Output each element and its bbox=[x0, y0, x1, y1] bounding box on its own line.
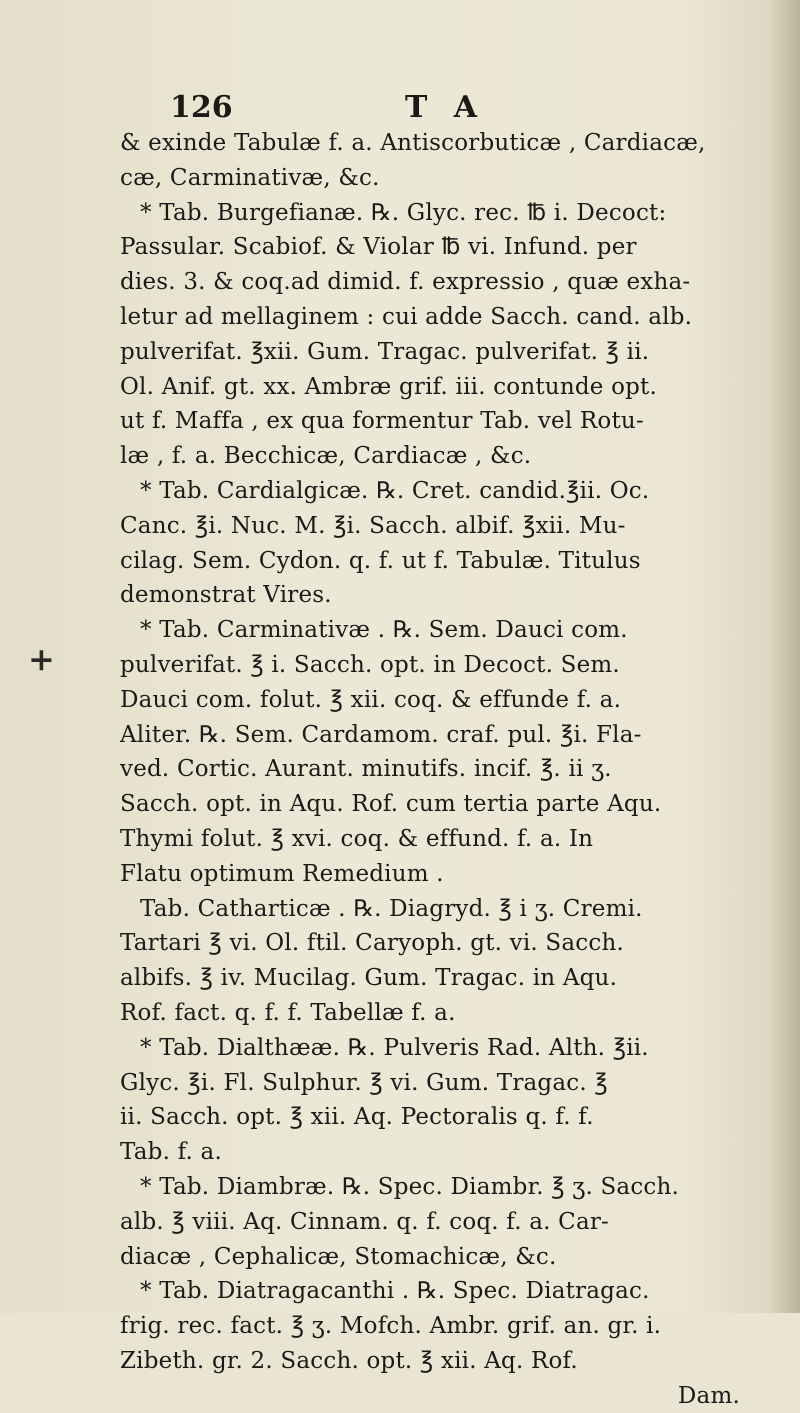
text-line: Ol. Anif. gt. xx. Ambræ grif. iii. contunde opt. bbox=[120, 373, 658, 400]
text-line: Passular. Scabiof. & Violar ℔ vi. Infund. per bbox=[120, 234, 637, 261]
text-line: ut f. Maffa , ex qua formentur Tab. vel Rotu- bbox=[120, 408, 644, 435]
text-line: Tab. f. a. bbox=[120, 1139, 222, 1166]
text-line: læ , f. a. Becchicæ, Cardiacæ , &c. bbox=[120, 443, 532, 470]
text-line: demonstrat Vires. bbox=[120, 582, 332, 609]
text-line: & exinde Tabulæ f. a. Antiscorbuticæ , Cardiacæ, bbox=[120, 130, 706, 156]
text-line: Zibeth. gr. 2. Sacch. opt. ℥ xii. Aq. Rof. bbox=[120, 1347, 578, 1374]
text-line: cilag. Sem. Cydon. q. f. ut f. Tabulæ. Titulus bbox=[120, 547, 641, 574]
page-number: 126 bbox=[170, 90, 233, 125]
text-line: Tab. Catharticæ . ℞. Diagryd. ℥ i ʒ. Cremi. bbox=[140, 895, 643, 922]
text-line: pulverifat. ℥xii. Gum. Tragac. pulverifat. ℥ ii. bbox=[120, 338, 650, 365]
text-line: Thymi folut. ℥ xvi. coq. & effund. f. a. In bbox=[120, 825, 594, 852]
text-line: Canc. ℥i. Nuc. M. ℥i. Sacch. albif. ℥xii. Mu- bbox=[120, 512, 626, 539]
text-line: Dam. bbox=[677, 1382, 740, 1409]
text-line: * Tab. Dialthææ. ℞. Pulveris Rad. Alth. ℥ii. bbox=[140, 1034, 649, 1061]
page-header bbox=[140, 90, 760, 130]
text-line: pulverifat. ℥ i. Sacch. opt. in Decoct. Sem. bbox=[120, 651, 620, 678]
page-edge-shadow bbox=[768, 0, 800, 1313]
text-line: diacæ , Cephalicæ, Stomachicæ, &c. bbox=[120, 1243, 557, 1270]
text-line: Sacch. opt. in Aqu. Rof. cum tertia parte Aqu. bbox=[120, 791, 662, 818]
text-line: * Tab. Burgefianæ. ℞. Glyc. rec. ℔ i. Decoct: bbox=[140, 199, 667, 226]
text-line: alb. ℥ viii. Aq. Cinnam. q. f. coq. f. a. Car- bbox=[120, 1208, 610, 1235]
text-line: * Tab. Carminativæ . ℞. Sem. Dauci com. bbox=[140, 617, 628, 644]
text-line: Aliter. ℞. Sem. Cardamom. craf. pul. ℥i. Fla- bbox=[120, 721, 642, 748]
text-line: ii. Sacch. opt. ℥ xii. Aq. Pectoralis q. f. f. bbox=[120, 1104, 594, 1131]
text-line: * Tab. Diambræ. ℞. Spec. Diambr. ℥ ʒ. Sacch. bbox=[140, 1173, 680, 1200]
running-head: T A bbox=[405, 90, 486, 125]
text-line: ved. Cortic. Aurant. minutifs. incif. ℥. ii ʒ. bbox=[120, 756, 612, 783]
text-line: Glyc. ℥i. Fl. Sulphur. ℥ vi. Gum. Tragac. ℥ bbox=[120, 1069, 608, 1096]
text-line: frig. rec. fact. ℥ ʒ. Mofch. Ambr. grif. an. gr. i. bbox=[120, 1313, 662, 1340]
text-line: Tartari ℥ vi. Ol. ftil. Caryoph. gt. vi. Sacch. bbox=[120, 930, 624, 957]
text-line: dies. 3. & coq.ad dimid. f. expressio , quæ exha- bbox=[120, 269, 691, 296]
text-line: Dauci com. folut. ℥ xii. coq. & effunde f. a. bbox=[120, 686, 622, 713]
body-text bbox=[120, 126, 760, 1413]
text-line: cæ, Carminativæ, &c. bbox=[120, 164, 380, 191]
text-line: Rof. fact. q. f. f. Tabellæ f. a. bbox=[120, 999, 456, 1026]
margin-cross-mark: + bbox=[28, 640, 55, 678]
text-line: Flatu optimum Remedium . bbox=[120, 860, 444, 887]
text-line: * Tab. Cardialgicæ. ℞. Cret. candid.℥ii. Oc. bbox=[140, 477, 650, 504]
text-line: * Tab. Diatragacanthi . ℞. Spec. Diatragac. bbox=[140, 1278, 650, 1305]
text-line: letur ad mellaginem : cui adde Sacch. cand. alb. bbox=[120, 303, 693, 330]
text-line: albifs. ℥ iv. Mucilag. Gum. Tragac. in Aqu. bbox=[120, 965, 618, 992]
